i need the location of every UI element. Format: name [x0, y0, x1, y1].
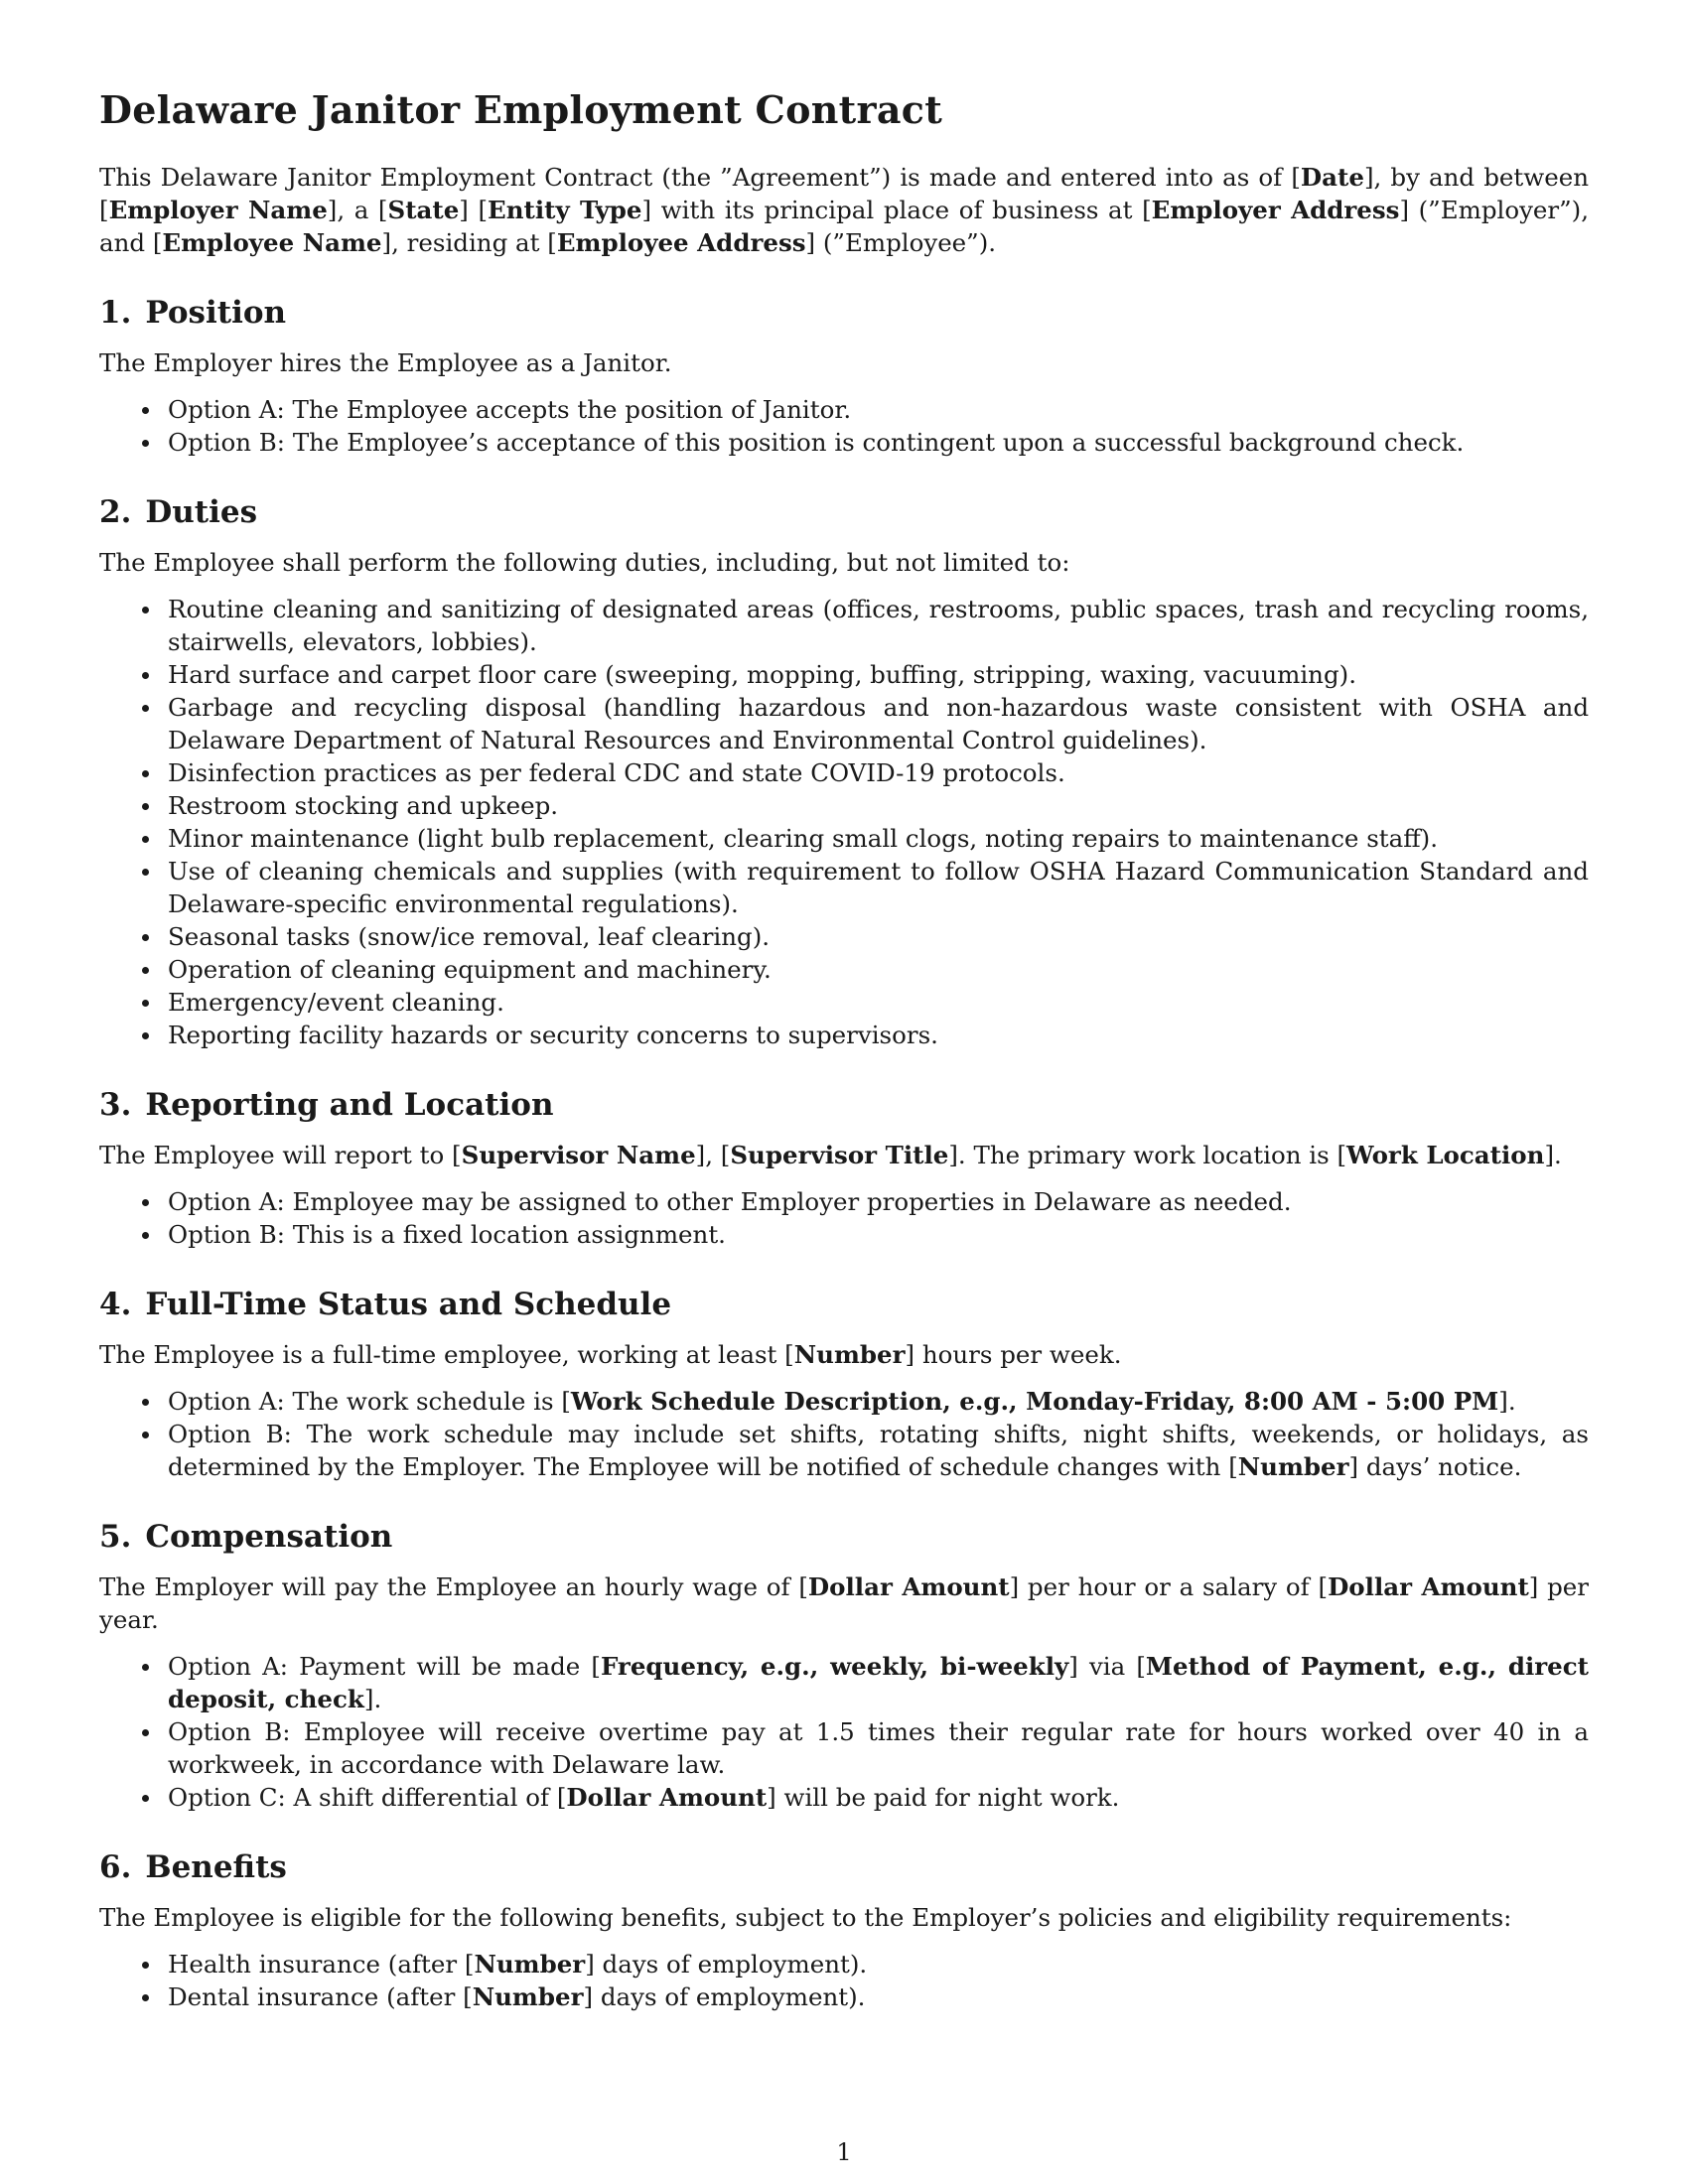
list-item: Option B: The Employee’s acceptance of this position is contingent upon a successful background check.	[168, 426, 1589, 459]
supervisor-title-placeholder: Supervisor Title	[730, 1141, 949, 1169]
list-item: Option C: A shift differential of [Dollar Amount] will be paid for night work.	[168, 1781, 1589, 1814]
list-item: Hard surface and carpet floor care (sweeping, mopping, buffing, stripping, waxing, vacuuming).	[168, 658, 1589, 691]
document-title: Delaware Janitor Employment Contract	[99, 87, 943, 132]
list-item: Reporting facility hazards or security concerns to supervisors.	[168, 1019, 1589, 1051]
benefits-list	[99, 1948, 1589, 2013]
date-placeholder: Date	[1300, 163, 1364, 192]
section-heading-reporting: 3. Reporting and Location	[99, 1087, 554, 1123]
page-number: 1	[836, 2138, 852, 2166]
employee-name-placeholder: Employee Name	[162, 228, 382, 257]
entity-type-placeholder: Entity Type	[488, 196, 642, 224]
state-placeholder: State	[387, 196, 460, 224]
list-item: Dental insurance (after [Number] days of employment).	[168, 1980, 1589, 2013]
list-item: Option A: The work schedule is [Work Schedule Description, e.g., Monday-Friday, 8:00 AM - 5:00 PM].	[168, 1385, 1589, 1418]
work-location-placeholder: Work Location	[1346, 1141, 1545, 1169]
section-heading-duties: 2. Duties	[99, 494, 258, 530]
salary-placeholder: Dollar Amount	[1328, 1572, 1529, 1601]
compensation-options-list	[99, 1650, 1589, 1814]
section-heading-benefits: 6. Benefits	[99, 1849, 287, 1885]
section-text: The Employee shall perform the following duties, including, but not limited to:	[99, 548, 1070, 577]
list-item: Disinfection practices as per federal CDC and state COVID-19 protocols.	[168, 756, 1589, 789]
list-item: Option B: Employee will receive overtime pay at 1.5 times their regular rate for hours worked over 40 in a workweek, in accordance with Delaware law.	[168, 1717, 1589, 1779]
intro-paragraph: This Delaware Janitor Employment Contract (the ”Agreement”) is made and entered into as of [Date], by and between [Employer Name], a [State] [Entity Type] with its principal place of business at [Employer Address] (”Employer”), and [Employee Name], residing at [Employee Address] (”Employee”).	[99, 163, 1590, 257]
hours-placeholder: Number	[793, 1340, 906, 1369]
section-text: The Employee will report to [Supervisor Name], [Supervisor Title]. The primary work location is [Work Location].	[99, 1141, 1562, 1169]
list-item: Option A: The Employee accepts the position of Janitor.	[168, 393, 1589, 426]
employer-address-placeholder: Employer Address	[1151, 196, 1400, 224]
list-item: Option B: This is a fixed location assignment.	[168, 1218, 1589, 1251]
schedule-placeholder: Work Schedule Description, e.g., Monday-Friday, 8:00 AM - 5:00 PM	[570, 1387, 1499, 1416]
section-text: The Employee is eligible for the following benefits, subject to the Employer’s policies and eligibility requirements:	[99, 1903, 1512, 1932]
list-item: Routine cleaning and sanitizing of designated areas (offices, restrooms, public spaces, trash and recycling rooms, stairwells, elevators, lobbies).	[168, 595, 1589, 656]
section-text: The Employer hires the Employee as a Janitor.	[99, 348, 672, 377]
section-heading-position: 1. Position	[99, 295, 287, 331]
list-item: Use of cleaning chemicals and supplies (with requirement to follow OSHA Hazard Communication Standard and Delaware-specific environmental regulations).	[168, 857, 1589, 918]
schedule-options-list	[99, 1385, 1589, 1483]
list-item: Operation of cleaning equipment and machinery.	[168, 953, 1589, 986]
list-item: Garbage and recycling disposal (handling hazardous and non-hazardous waste consistent with OSHA and Delaware Department of Natural Resources and Environmental Control guidelines).	[168, 693, 1589, 754]
shift-differential-placeholder: Dollar Amount	[566, 1783, 768, 1812]
list-item: Option A: Employee may be assigned to other Employer properties in Delaware as needed.	[168, 1185, 1589, 1218]
list-item: Option B: The work schedule may include set shifts, rotating shifts, night shifts, weekends, or holidays, as determined by the Employer. The Employee will be notified of schedule changes with [Number] days’ notice.	[168, 1420, 1589, 1481]
health-days-placeholder: Number	[474, 1950, 586, 1979]
notice-days-placeholder: Number	[1237, 1452, 1349, 1481]
location-options-list	[99, 1185, 1589, 1251]
section-heading-schedule: 4. Full-Time Status and Schedule	[99, 1287, 672, 1322]
position-options-list	[99, 393, 1589, 459]
hourly-wage-placeholder: Dollar Amount	[807, 1572, 1010, 1601]
dental-days-placeholder: Number	[472, 1982, 584, 2011]
list-item: Health insurance (after [Number] days of employment).	[168, 1948, 1589, 1980]
list-item: Emergency/event cleaning.	[168, 986, 1589, 1019]
section-heading-compensation: 5. Compensation	[99, 1519, 393, 1555]
employer-name-placeholder: Employer Name	[108, 196, 328, 224]
section-text: The Employer will pay the Employee an hourly wage of [Dollar Amount] per hour or a salary of [Dollar Amount] per year.	[99, 1572, 1589, 1634]
list-item: Seasonal tasks (snow/ice removal, leaf clearing).	[168, 920, 1589, 953]
contract-page	[99, 87, 1589, 2013]
list-item: Minor maintenance (light bulb replacement, clearing small clogs, noting repairs to maintenance staff).	[168, 822, 1589, 855]
frequency-placeholder: Frequency, e.g., weekly, bi-weekly	[600, 1652, 1069, 1681]
section-text: The Employee is a full-time employee, working at least [Number] hours per week.	[99, 1340, 1122, 1369]
list-item: Restroom stocking and upkeep.	[168, 789, 1589, 822]
employee-address-placeholder: Employee Address	[556, 228, 806, 257]
list-item: Option A: Payment will be made [Frequency, e.g., weekly, bi-weekly] via [Method of Payment, e.g., direct deposit, check].	[168, 1652, 1589, 1713]
supervisor-name-placeholder: Supervisor Name	[461, 1141, 696, 1169]
payment-method-placeholder: Method of Payment, e.g., direct deposit, check	[168, 1652, 1589, 1713]
duties-list	[99, 593, 1589, 1051]
